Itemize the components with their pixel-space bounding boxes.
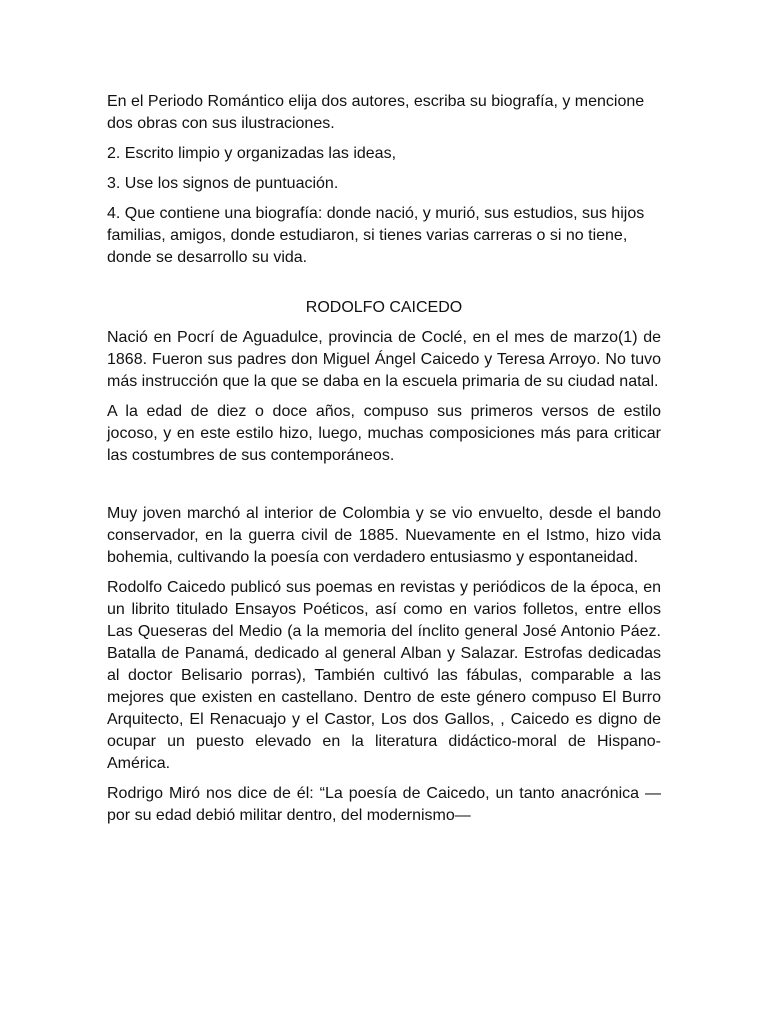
document-title: RODOLFO CAICEDO [305,299,463,316]
document-page [107,91,661,835]
instruction-item-3: 3. Use los signos de puntuación. [107,175,339,192]
instruction-intro: En el Periodo Romántico elija dos autores, escriba su biografía, y mencione dos obras con sus ilustraciones. [107,93,645,132]
paragraph-early-verses: A la edad de diez o doce años, compuso sus primeros versos de estilo jocoso, y en este estilo hizo, luego, muchas composiciones más para criticar las costumbres de sus contemporáneos. [107,403,661,464]
instruction-item-2: 2. Escrito limpio y organizadas las ideas, [107,145,397,162]
paragraph-colombia: Muy joven marchó al interior de Colombia y se vio envuelto, desde el bando conservador, en la guerra civil de 1885. Nuevamente en el Istmo, hizo vida bohemia, cultivando la poesía con verdadero entusiasmo y espontaneidad. [107,505,661,566]
paragraph-birth: Nació en Pocrí de Aguadulce, provincia de Coclé, en el mes de marzo(1) de 1868. Fueron sus padres don Miguel Ángel Caicedo y Teresa Arroyo. No tuvo más instrucción que la que se daba en la escuela primaria de su ciudad natal. [107,329,661,390]
assignment-instructions [107,91,661,269]
biography-body [107,327,661,827]
instruction-item-4: 4. Que contiene una biografía: donde nació, y murió, sus estudios, sus hijos familias, amigos, donde estudiaron, si tienes varias carreras o si no tiene, donde se desarrollo su vida. [107,205,645,266]
paragraph-miro-quote: Rodrigo Miró nos dice de él: “La poesía de Caicedo, un tanto anacrónica —por su edad debió militar dentro, del modernismo— [107,785,661,824]
paragraph-publications: Rodolfo Caicedo publicó sus poemas en revistas y periódicos de la época, en un librito titulado Ensayos Poéticos, así como en varios folletos, entre ellos Las Queseras del Medio (a la memoria del ínclito general José Antonio Páez. Batalla de Panamá, dedicado al general Alban y Salazar. Estrofas dedicadas al doctor Belisario porras), También cultivó las fábulas, comparable a las mejores que existen en castellano. Dentro de este género compuso El Burro Arquitecto, El Renacuajo y el Castor, Los dos Gallos, , Caicedo es digno de ocupar un puesto elevado en la literatura didáctico-moral de Hispano-América. [107,579,661,772]
